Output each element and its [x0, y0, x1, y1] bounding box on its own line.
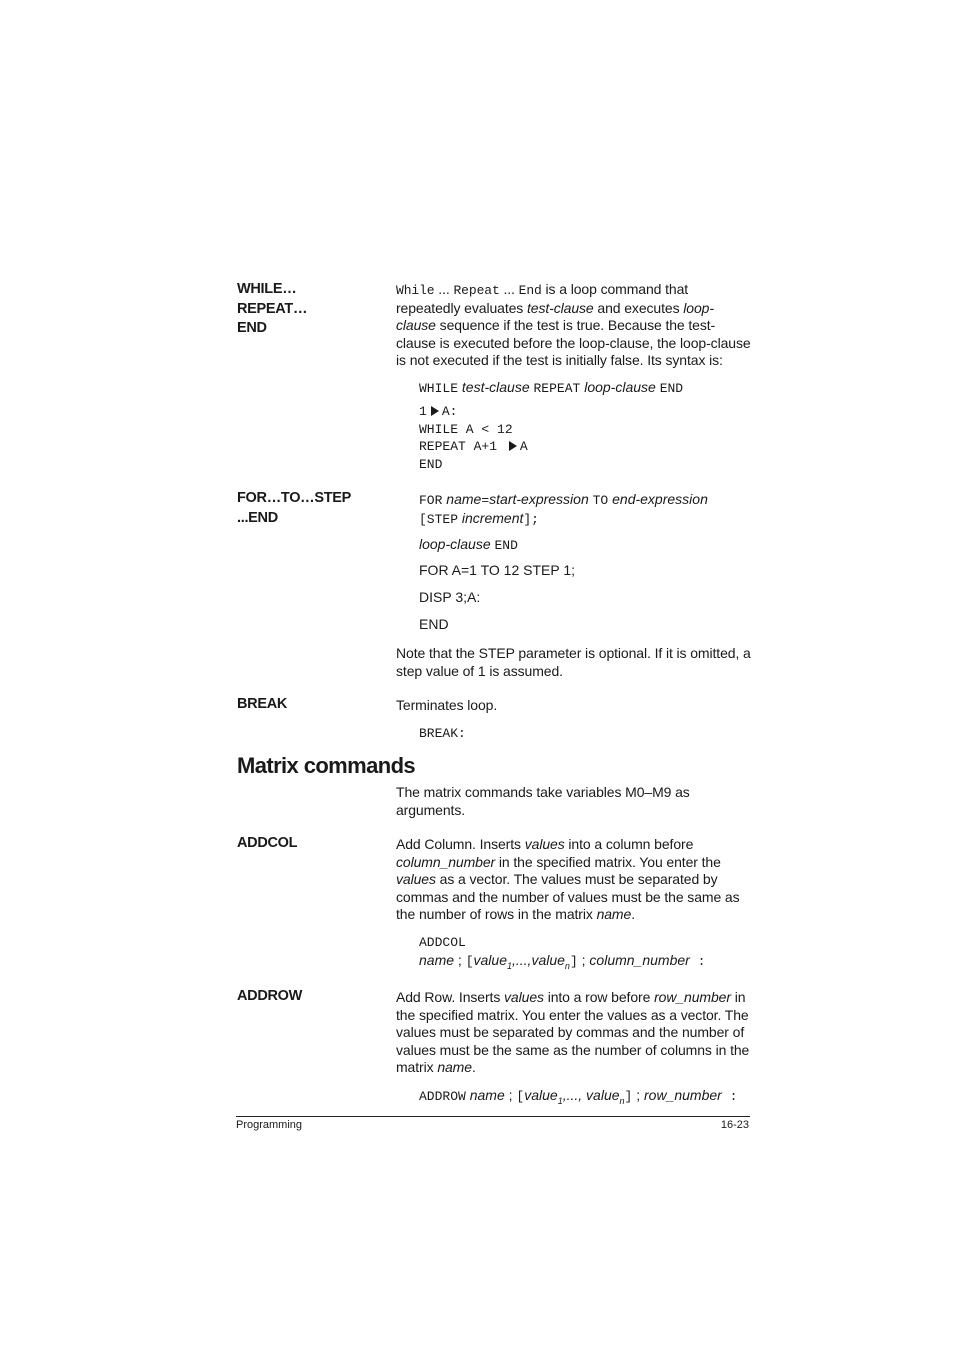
text: Add Row. Inserts — [396, 989, 505, 1005]
keyword: End — [518, 283, 542, 298]
section-heading: Matrix commands — [237, 753, 416, 778]
keyword: ] — [569, 953, 578, 969]
text: into a row before — [543, 989, 655, 1005]
param: start-expression — [489, 491, 589, 507]
keyword: END — [494, 538, 518, 553]
keyword: TO — [592, 493, 609, 508]
addcol-description — [396, 836, 751, 924]
keyword: [ — [465, 953, 474, 969]
while-description — [396, 281, 751, 370]
term-break: BREAK — [237, 696, 288, 712]
text: ,..., — [512, 951, 532, 968]
for-syntax-loop-clause — [419, 536, 518, 555]
param: row_number — [654, 989, 731, 1005]
subscript: n — [619, 1095, 625, 1106]
param: name — [437, 1059, 472, 1076]
term-line: END — [237, 320, 267, 336]
keyword: ADDCOL — [419, 935, 466, 950]
addcol-syntax — [419, 934, 705, 970]
param: loop-clause — [419, 536, 491, 552]
text: in the specified matrix. You enter the values as a vector. The values must be separated by commas and the number of values must be the same as the number of columns in the matrix — [396, 989, 750, 1076]
keyword: = — [481, 493, 490, 508]
term-while-repeat-end — [237, 280, 387, 339]
keyword: ]; — [523, 511, 539, 527]
term-line: ...END — [237, 509, 278, 526]
while-syntax — [419, 379, 683, 398]
code-line: WHILE A < 12 — [419, 421, 513, 437]
param: values — [396, 871, 436, 888]
subscript: 1 — [506, 960, 512, 971]
keyword: [STEP — [419, 511, 459, 527]
text: as a vector. The values must be separated by commas and the number of values must be the same as the number of rows in the matrix — [396, 871, 740, 923]
subscript: n — [564, 960, 570, 971]
text: ; — [577, 951, 590, 968]
keyword: ] — [624, 1089, 633, 1104]
keyword: REPEAT — [533, 381, 581, 396]
param: loop-clause — [584, 379, 656, 395]
while-example — [419, 403, 528, 473]
code-text: REPEAT A+1 — [419, 439, 498, 455]
param: value — [531, 951, 565, 968]
keyword: ADDROW — [419, 1089, 466, 1104]
term-addrow: ADDROW — [237, 988, 303, 1004]
text: in the specified matrix. You enter the — [495, 853, 721, 870]
break-syntax: BREAK: — [419, 726, 466, 741]
param: values — [524, 836, 565, 852]
term-line: REPEAT… — [237, 300, 308, 317]
code-line — [419, 403, 528, 421]
text: . — [631, 906, 635, 923]
param: loop-clause — [396, 299, 714, 334]
for-syntax — [419, 491, 708, 528]
store-arrow-icon — [509, 441, 517, 451]
keyword: WHILE — [419, 381, 459, 396]
term-addcol: ADDCOL — [237, 835, 298, 851]
param: name — [596, 906, 632, 923]
code-line — [419, 438, 528, 456]
code-line: END — [419, 456, 443, 472]
code-text: 1 — [419, 404, 427, 419]
keyword: [ — [516, 1089, 525, 1104]
term-line: WHILE… — [237, 281, 297, 297]
param: values — [504, 989, 544, 1005]
param: value — [473, 951, 507, 968]
matrix-intro: The matrix commands take variables M0–M9 as arguments. — [396, 784, 690, 818]
for-note: Note that the STEP parameter is optional. If it is omitted, a step value of 1 is assumed. — [396, 645, 751, 679]
param: test-clause — [527, 299, 594, 316]
code-text: A: — [441, 404, 458, 419]
text: into a column before — [564, 836, 694, 852]
for-example-line: END — [419, 616, 449, 632]
param: name — [419, 951, 455, 968]
for-example-line: DISP 3;A: — [419, 589, 481, 605]
param: column_number — [589, 951, 690, 968]
code-line — [419, 952, 705, 971]
text: ... — [434, 281, 454, 297]
code-text: A — [519, 439, 528, 455]
param: column_number — [396, 853, 496, 870]
param: end-expression — [612, 491, 708, 507]
keyword: While — [396, 283, 435, 298]
text: ; — [632, 1087, 645, 1103]
break-description: Terminates loop. — [396, 697, 498, 713]
text: and executes — [593, 299, 684, 316]
param: name — [446, 491, 482, 507]
store-arrow-icon — [431, 406, 439, 416]
term-for-to-step-end — [237, 489, 387, 528]
code-line — [419, 491, 708, 510]
text: ; — [504, 1087, 517, 1103]
param: test-clause — [461, 379, 530, 395]
for-example-line: FOR A=1 TO 12 STEP 1; — [419, 562, 576, 578]
addrow-description — [396, 989, 751, 1077]
footer-chapter: Programming — [236, 1119, 303, 1131]
text: . — [471, 1059, 476, 1076]
text: ... — [499, 281, 519, 297]
keyword: Repeat — [453, 283, 500, 298]
subscript: 1 — [557, 1095, 563, 1106]
text: ; — [454, 951, 466, 968]
code-line — [419, 510, 708, 529]
param: value — [586, 1087, 620, 1103]
param: increment — [461, 509, 524, 526]
keyword: END — [659, 381, 684, 396]
text: ,..., — [562, 1087, 587, 1103]
param: row_number — [644, 1087, 722, 1103]
text: is a loop command that repeatedly evaluates — [396, 281, 689, 316]
text: Add Column. Inserts — [396, 836, 525, 852]
keyword: FOR — [419, 493, 443, 508]
keyword: : — [689, 953, 706, 969]
keyword: : — [721, 1089, 738, 1104]
page-number: 16-23 — [720, 1119, 749, 1131]
text: sequence if the test is true. Because the test-clause is executed before the loop-clause, the loop-clause is not executed if the test is initially false. Its syntax is: — [396, 317, 751, 369]
param: name — [469, 1087, 505, 1103]
param: value — [524, 1087, 558, 1103]
term-line: FOR…TO…STEP — [237, 490, 352, 506]
footer-rule — [236, 1116, 750, 1117]
addrow-syntax — [419, 1087, 737, 1106]
